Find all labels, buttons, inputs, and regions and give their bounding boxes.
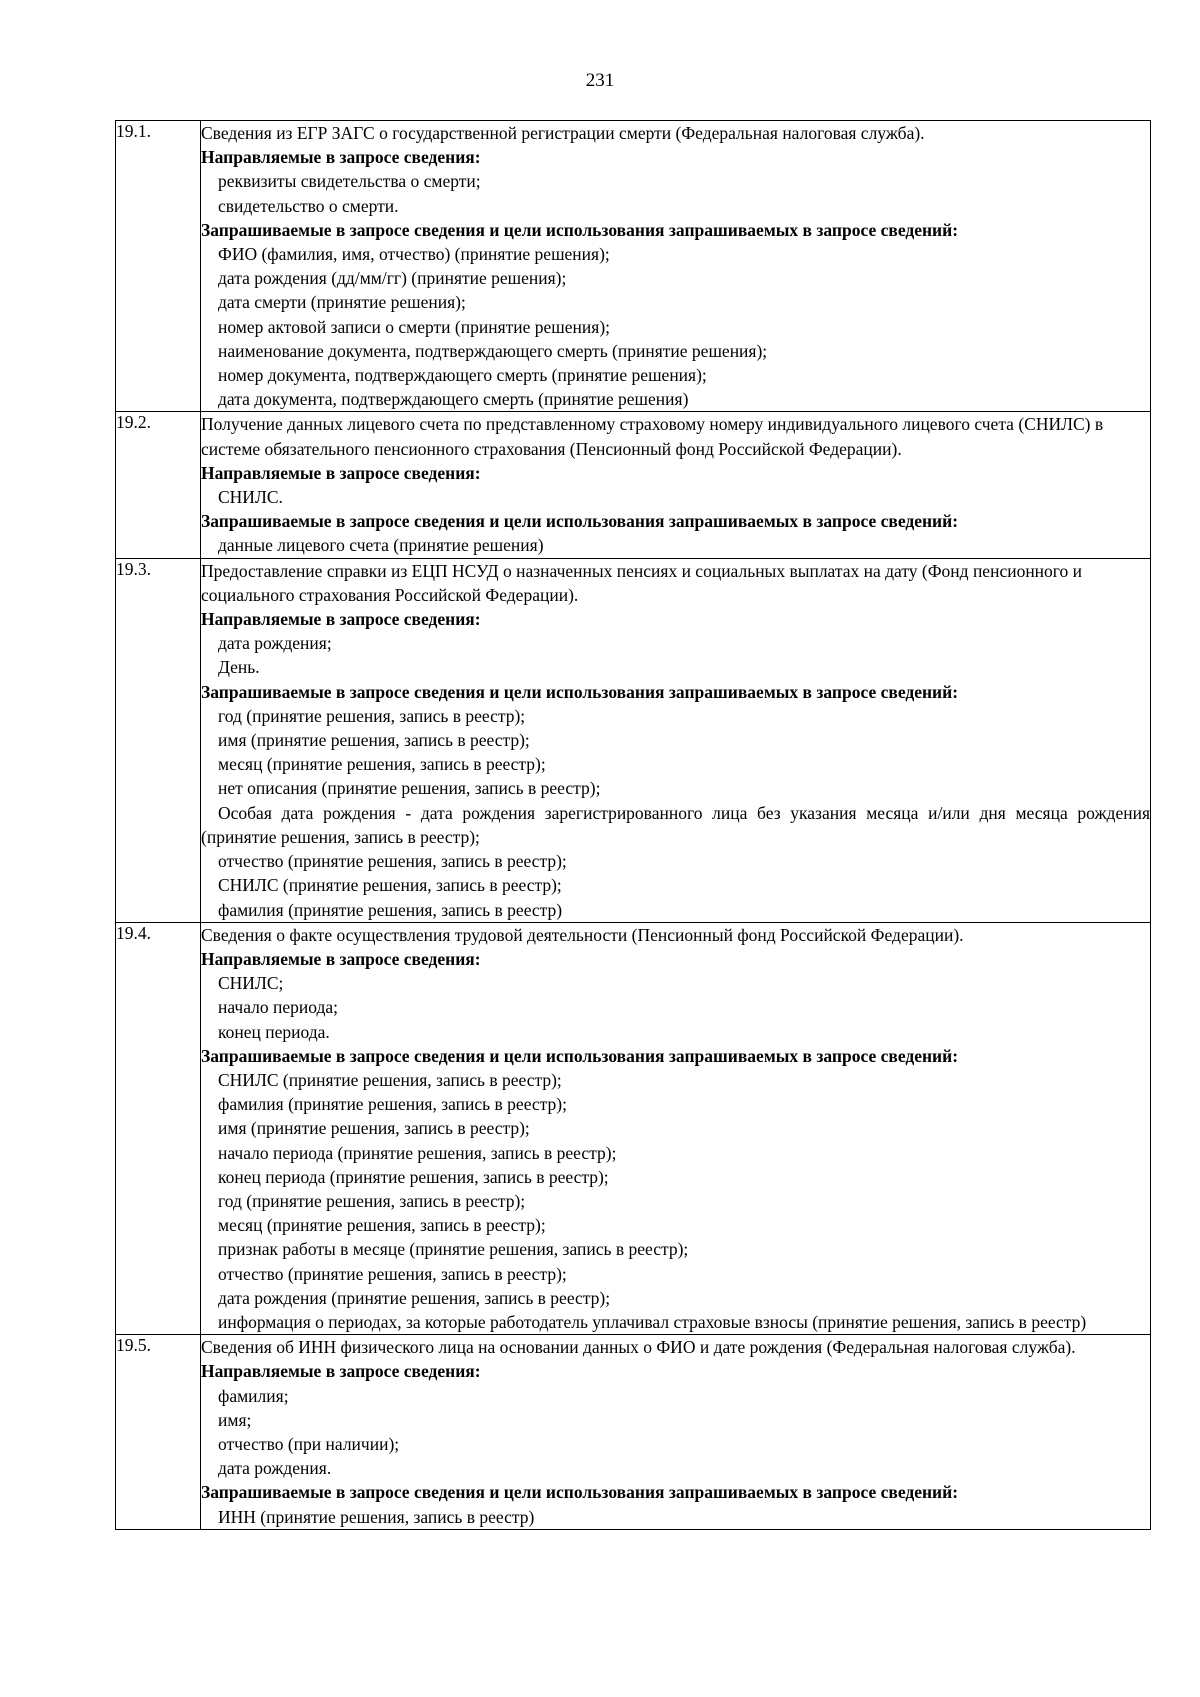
list-item: ФИО (фамилия, имя, отчество) (принятие решения); <box>218 244 610 265</box>
list-item: признак работы в месяце (принятие решения, запись в реестр); <box>218 1239 689 1260</box>
list-item: реквизиты свидетельства о смерти; <box>218 171 481 192</box>
row-content <box>201 121 1151 412</box>
row-number: 19.2. <box>116 412 201 558</box>
list-item: свидетельство о смерти. <box>218 195 399 216</box>
list-item: дата рождения; <box>218 633 332 654</box>
list-item: отчество (при наличии); <box>218 1433 400 1454</box>
list-item: СНИЛС. <box>218 487 283 508</box>
table-row <box>116 558 1151 922</box>
list-item: конец периода (принятие решения, запись в реестр); <box>218 1166 609 1187</box>
list-item: дата рождения (дд/мм/гг) (принятие решения); <box>218 268 567 289</box>
list-item: имя; <box>218 1409 252 1430</box>
list-item: имя (принятие решения, запись в реестр); <box>218 1118 530 1139</box>
requested-heading: Запрашиваемые в запросе сведения и цели использования запрашиваемых в запросе сведений: <box>201 1045 959 1066</box>
row-content <box>201 1335 1151 1530</box>
row-title: Получение данных лицевого счета по представленному страховому номеру индивидуального лицевого счета (СНИЛС) в системе обязательного пенсионного страхования (Пенсионный фонд Российской Федерации). <box>201 414 1104 459</box>
table-row <box>116 922 1151 1334</box>
list-item: фамилия (принятие решения, запись в реестр) <box>218 899 563 920</box>
row-title: Сведения из ЕГР ЗАГС о государственной регистрации смерти (Федеральная налоговая служба). <box>201 123 925 143</box>
list-item: СНИЛС (принятие решения, запись в реестр); <box>218 875 562 896</box>
requested-heading: Запрашиваемые в запросе сведения и цели использования запрашиваемых в запросе сведений: <box>201 511 959 532</box>
sent-heading: Направляемые в запросе сведения: <box>201 609 481 630</box>
list-item: ИНН (принятие решения, запись в реестр) <box>218 1506 535 1527</box>
page-number: 231 <box>585 70 615 91</box>
requested-heading: Запрашиваемые в запросе сведения и цели использования запрашиваемых в запросе сведений: <box>201 219 959 240</box>
list-item: номер актовой записи о смерти (принятие решения); <box>218 316 611 337</box>
list-item: Особая дата рождения - дата рождения зарегистрированного лица без указания месяца и/или дня месяца рождения (принятие решения, запись в реестр); <box>201 802 1150 847</box>
requested-heading: Запрашиваемые в запросе сведения и цели использования запрашиваемых в запросе сведений: <box>201 681 959 702</box>
list-item: СНИЛС (принятие решения, запись в реестр); <box>218 1069 562 1090</box>
row-content <box>201 558 1151 922</box>
list-item: отчество (принятие решения, запись в реестр); <box>218 851 567 872</box>
list-item: год (принятие решения, запись в реестр); <box>218 705 526 726</box>
row-title: Предоставление справки из ЕЦП НСУД о назначенных пенсиях и социальных выплатах на дату (Фонд пенсионного и социального страхования Российской Федерации). <box>201 560 1083 605</box>
list-item: наименование документа, подтверждающего смерть (принятие решения); <box>218 340 768 361</box>
row-number: 19.5. <box>116 1335 201 1530</box>
list-item: отчество (принятие решения, запись в реестр); <box>218 1263 567 1284</box>
row-content <box>201 412 1151 558</box>
list-item: год (принятие решения, запись в реестр); <box>218 1190 526 1211</box>
requested-heading: Запрашиваемые в запросе сведения и цели использования запрашиваемых в запросе сведений: <box>201 1482 959 1503</box>
table-row <box>116 412 1151 558</box>
list-item: дата рождения (принятие решения, запись в реестр); <box>218 1287 611 1308</box>
table-row <box>116 121 1151 412</box>
list-item: конец периода. <box>218 1021 330 1042</box>
requests-table <box>115 120 1151 1530</box>
sent-heading: Направляемые в запросе сведения: <box>201 948 481 969</box>
list-item: информация о периодах, за которые работодатель уплачивал страховые взносы (принятие решения, запись в реестр) <box>218 1311 1087 1332</box>
list-item: День. <box>218 657 260 678</box>
row-title: Сведения об ИНН физического лица на основании данных о ФИО и дате рождения (Федеральная налоговая служба). <box>201 1337 1076 1358</box>
table-row <box>116 1335 1151 1530</box>
sent-heading: Направляемые в запросе сведения: <box>201 147 481 168</box>
row-title: Сведения о факте осуществления трудовой деятельности (Пенсионный фонд Российской Федерации). <box>201 924 964 945</box>
list-item: дата смерти (принятие решения); <box>218 292 466 313</box>
list-item: месяц (принятие решения, запись в реестр); <box>218 754 546 775</box>
list-item: данные лицевого счета (принятие решения) <box>218 535 544 556</box>
list-item: месяц (принятие решения, запись в реестр); <box>218 1215 546 1236</box>
list-item: дата документа, подтверждающего смерть (принятие решения) <box>218 389 689 410</box>
row-number: 19.3. <box>116 558 201 922</box>
sent-heading: Направляемые в запросе сведения: <box>201 1361 481 1382</box>
sent-heading: Направляемые в запросе сведения: <box>201 462 481 483</box>
list-item: фамилия (принятие решения, запись в реестр); <box>218 1094 567 1115</box>
row-number: 19.4. <box>116 922 201 1334</box>
list-item: начало периода; <box>218 997 339 1018</box>
list-item: нет описания (принятие решения, запись в реестр); <box>218 778 601 799</box>
list-item: СНИЛС; <box>218 973 284 994</box>
list-item: дата рождения. <box>218 1458 332 1479</box>
row-number: 19.1. <box>116 121 201 412</box>
list-item: номер документа, подтверждающего смерть (принятие решения); <box>218 365 707 386</box>
list-item: имя (принятие решения, запись в реестр); <box>218 730 530 751</box>
row-content <box>201 922 1151 1334</box>
list-item: начало периода (принятие решения, запись в реестр); <box>218 1142 617 1163</box>
list-item: фамилия; <box>218 1385 289 1406</box>
